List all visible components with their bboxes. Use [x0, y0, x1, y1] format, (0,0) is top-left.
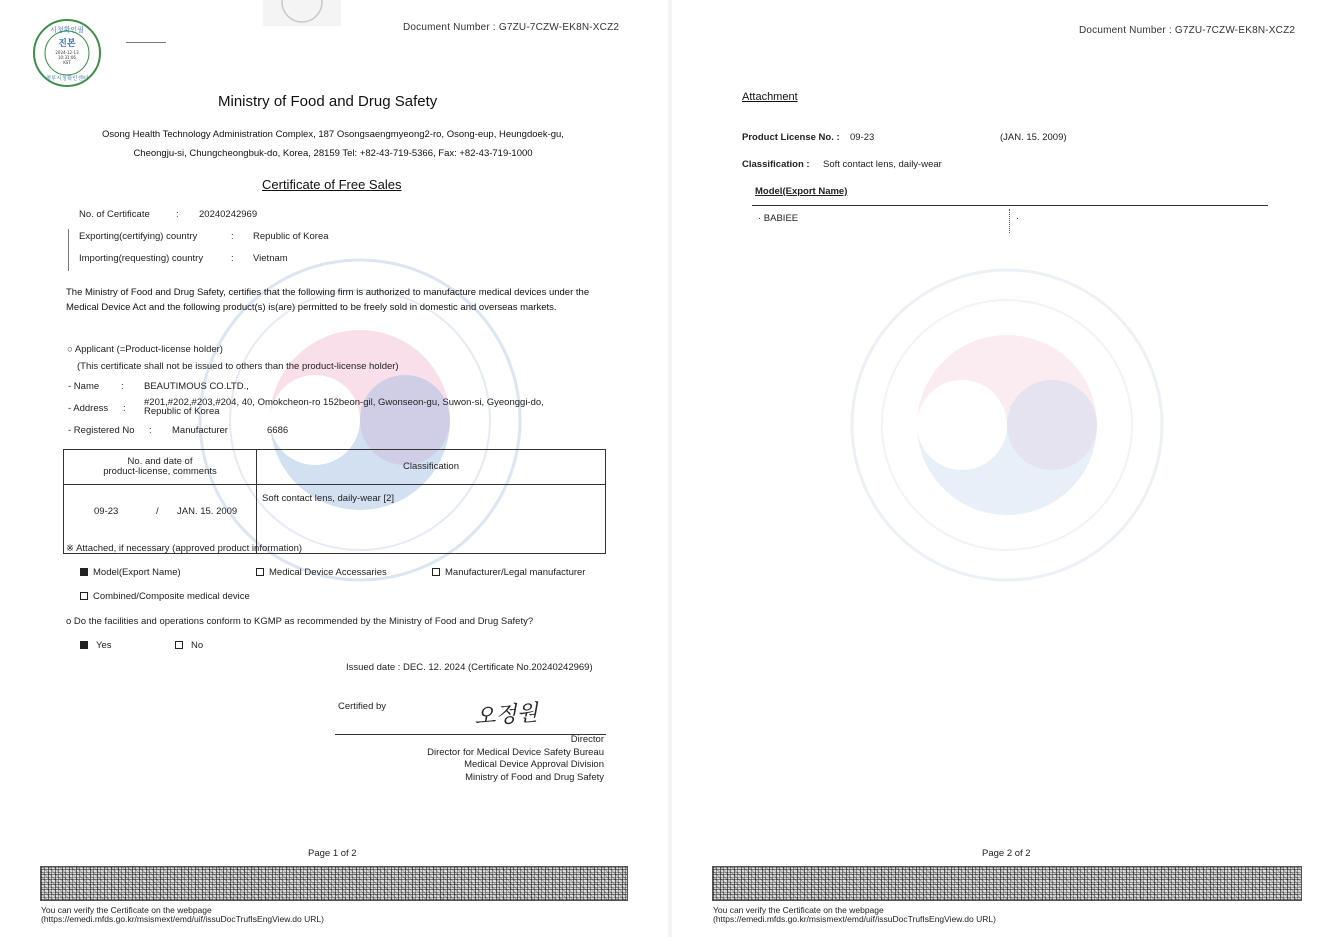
address-line-2: Cheongju-si, Chungcheongbuk-do, Korea, 28159 Tel: +82-43-719-5366, Fax: +82-43-719-1000 [133, 148, 533, 159]
verify-note [41, 906, 324, 924]
page-number: Page 1 of 2 [308, 848, 357, 859]
verify-url: (https://emedi.mfds.go.kr/msismext/emd/uif/issuDocTrufIsEngView.do URL) [713, 914, 996, 924]
license-header-line-1: No. and date of [127, 456, 193, 467]
license-column-header [64, 450, 257, 485]
seal-tz: KST [63, 60, 71, 65]
applicant-heading: ○ Applicant (=Product-license holder) [67, 344, 223, 355]
kgmp-no-checkbox[interactable] [175, 641, 183, 649]
license-header-line-2: product-license, comments [103, 466, 217, 477]
document-number: Document Number : G7ZU-7CZW-EK8N-XCZ2 [1079, 25, 1296, 36]
model-table-rule [752, 205, 1268, 206]
certificate-page-2 [672, 0, 1325, 937]
classification-cell: Soft contact lens, daily-wear [2] [257, 485, 606, 554]
importing-country-label: Importing(requesting) country [79, 253, 204, 264]
classification-label: Classification : [742, 159, 810, 170]
attachment-combined [80, 591, 250, 602]
product-license-value: 09-23 [850, 132, 875, 143]
ministry-watermark-emblem [842, 260, 1172, 590]
seal-center-text: 진본 [58, 39, 76, 49]
name-label: - Name [68, 381, 100, 392]
attachment-accessaries-label: Medical Device Accessaries [269, 567, 387, 578]
field-colon: : [123, 403, 126, 414]
attachment-combined-label: Combined/Composite medical device [93, 591, 250, 602]
address-line-1: Osong Health Technology Administration Complex, 187 Osongsaengmyeong2-ro, Osong-eup, Heungdoek-gu, [102, 129, 564, 140]
signer-title: Director [570, 734, 604, 745]
seal-top-text: 시청확인필 [50, 26, 84, 34]
model-second-column: · [1016, 213, 1020, 224]
attachment-title: Attachment [742, 91, 798, 103]
applicant-address-line-2: Republic of Korea [144, 406, 220, 417]
field-colon: : [121, 381, 124, 392]
exporting-country-value: Republic of Korea [253, 231, 329, 242]
signer-line-2: Medical Device Approval Division [464, 759, 604, 770]
attached-note: ※ Attached, if necessary (approved product information) [66, 543, 303, 554]
attachment-manufacturer-checkbox[interactable] [432, 568, 440, 576]
no-of-certificate-value: 20240242969 [199, 209, 258, 220]
verification-barcode [712, 866, 1302, 901]
verify-line-1: You can verify the Certificate on the webpage [713, 905, 884, 915]
applicant-address [144, 398, 544, 416]
table-header-row [64, 450, 606, 485]
signer-line-3: Ministry of Food and Drug Safety [465, 771, 604, 783]
registered-type: Manufacturer [172, 425, 228, 436]
classification-column-header: Classification [257, 450, 606, 485]
classification-value: Soft contact lens, daily-wear [823, 159, 942, 170]
attachment-model-label: Model(Export Name) [93, 567, 181, 578]
verify-url: (https://emedi.mfds.go.kr/msismext/emd/uif/issuDocTrufIsEngView.do URL) [41, 914, 324, 924]
no-of-certificate-label: No. of Certificate [79, 209, 150, 220]
attachment-model-checkbox[interactable] [80, 568, 88, 576]
attachment-manufacturer [432, 567, 585, 578]
signer-line-1: Director for Medical Device Safety Bureau [427, 746, 604, 758]
attachment-model [80, 567, 181, 578]
certificate-title: Certificate of Free Sales [262, 177, 402, 192]
attachment-manufacturer-label: Manufacturer/Legal manufacturer [445, 567, 586, 578]
license-slash: / [156, 506, 159, 517]
applicant-note: (This certificate shall not be issued to others than the product-license holder) [77, 361, 399, 372]
applicant-address-line-1: #201,#202,#203,#204, 40, Omokcheon-ro 152beon-gil, Gwonseon-gu, Suwon-si, Gyeonggi-do, [144, 397, 544, 408]
address-label: - Address [68, 403, 109, 414]
license-classification-table [63, 449, 606, 554]
product-license-date: (JAN. 15. 2009) [1000, 132, 1067, 143]
license-date: JAN. 15. 2009 [177, 506, 238, 517]
verification-barcode [40, 866, 628, 901]
ministry-address [33, 125, 633, 163]
exporting-country-label: Exporting(certifying) country [79, 231, 198, 242]
kgmp-question: o Do the facilities and operations conform to KGMP as recommended by the Ministry of Food and Drug Safety? [66, 616, 534, 627]
field-colon: : [231, 253, 234, 264]
authenticity-seal [30, 18, 104, 88]
kgmp-no-label: No [191, 640, 204, 651]
registered-no-label: - Registered No [68, 425, 135, 436]
certification-statement: The Ministry of Food and Drug Safety, certifies that the following firm is authorized to manufacture medical devices under the Medical Device Act and the following product(s) is(are) permitted to be freely sold in domestic and overseas markets. [66, 287, 590, 313]
kgmp-yes-checkbox[interactable] [80, 641, 88, 649]
model-column-divider [1009, 209, 1010, 233]
license-number: 09-23 [94, 506, 119, 517]
seal-bottom-text: 정부시청확인센터 [45, 76, 89, 82]
issued-date: Issued date : DEC. 12. 2024 (Certificate No.20240242969) [346, 662, 593, 673]
country-bracket [68, 229, 69, 271]
kgmp-yes-label: Yes [96, 640, 112, 651]
verify-note [713, 906, 996, 924]
importing-country-value: Vietnam [253, 253, 288, 264]
kgmp-no [175, 640, 203, 651]
list-item: · BABIEE [758, 213, 799, 224]
field-colon: : [231, 231, 234, 242]
attachment-accessaries-checkbox[interactable] [256, 568, 264, 576]
ministry-title: Ministry of Food and Drug Safety [218, 93, 438, 110]
verify-line-1: You can verify the Certificate on the webpage [41, 905, 212, 915]
product-license-label: Product License No. : [742, 132, 840, 143]
page-number: Page 2 of 2 [982, 848, 1031, 859]
model-header: Model(Export Name) [755, 186, 848, 197]
attachment-accessaries [256, 567, 387, 578]
field-colon: : [149, 425, 152, 436]
field-colon: : [176, 209, 179, 220]
top-emblem-icon [263, 0, 341, 26]
registered-no-value: 6686 [267, 425, 289, 436]
seal-stroke-mark [126, 42, 166, 43]
seal-time: 10:31:06 [58, 55, 76, 60]
signer-block [427, 734, 604, 784]
attachment-combined-checkbox[interactable] [80, 592, 88, 600]
seal-date: 2024-12-13 [55, 50, 79, 55]
applicant-name: BEAUTIMOUS CO.LTD., [144, 381, 249, 392]
document-number: Document Number : G7ZU-7CZW-EK8N-XCZ2 [403, 22, 620, 33]
kgmp-yes [80, 640, 112, 651]
director-signature: 오정원 [473, 700, 539, 731]
certified-by-label: Certified by [338, 701, 387, 712]
